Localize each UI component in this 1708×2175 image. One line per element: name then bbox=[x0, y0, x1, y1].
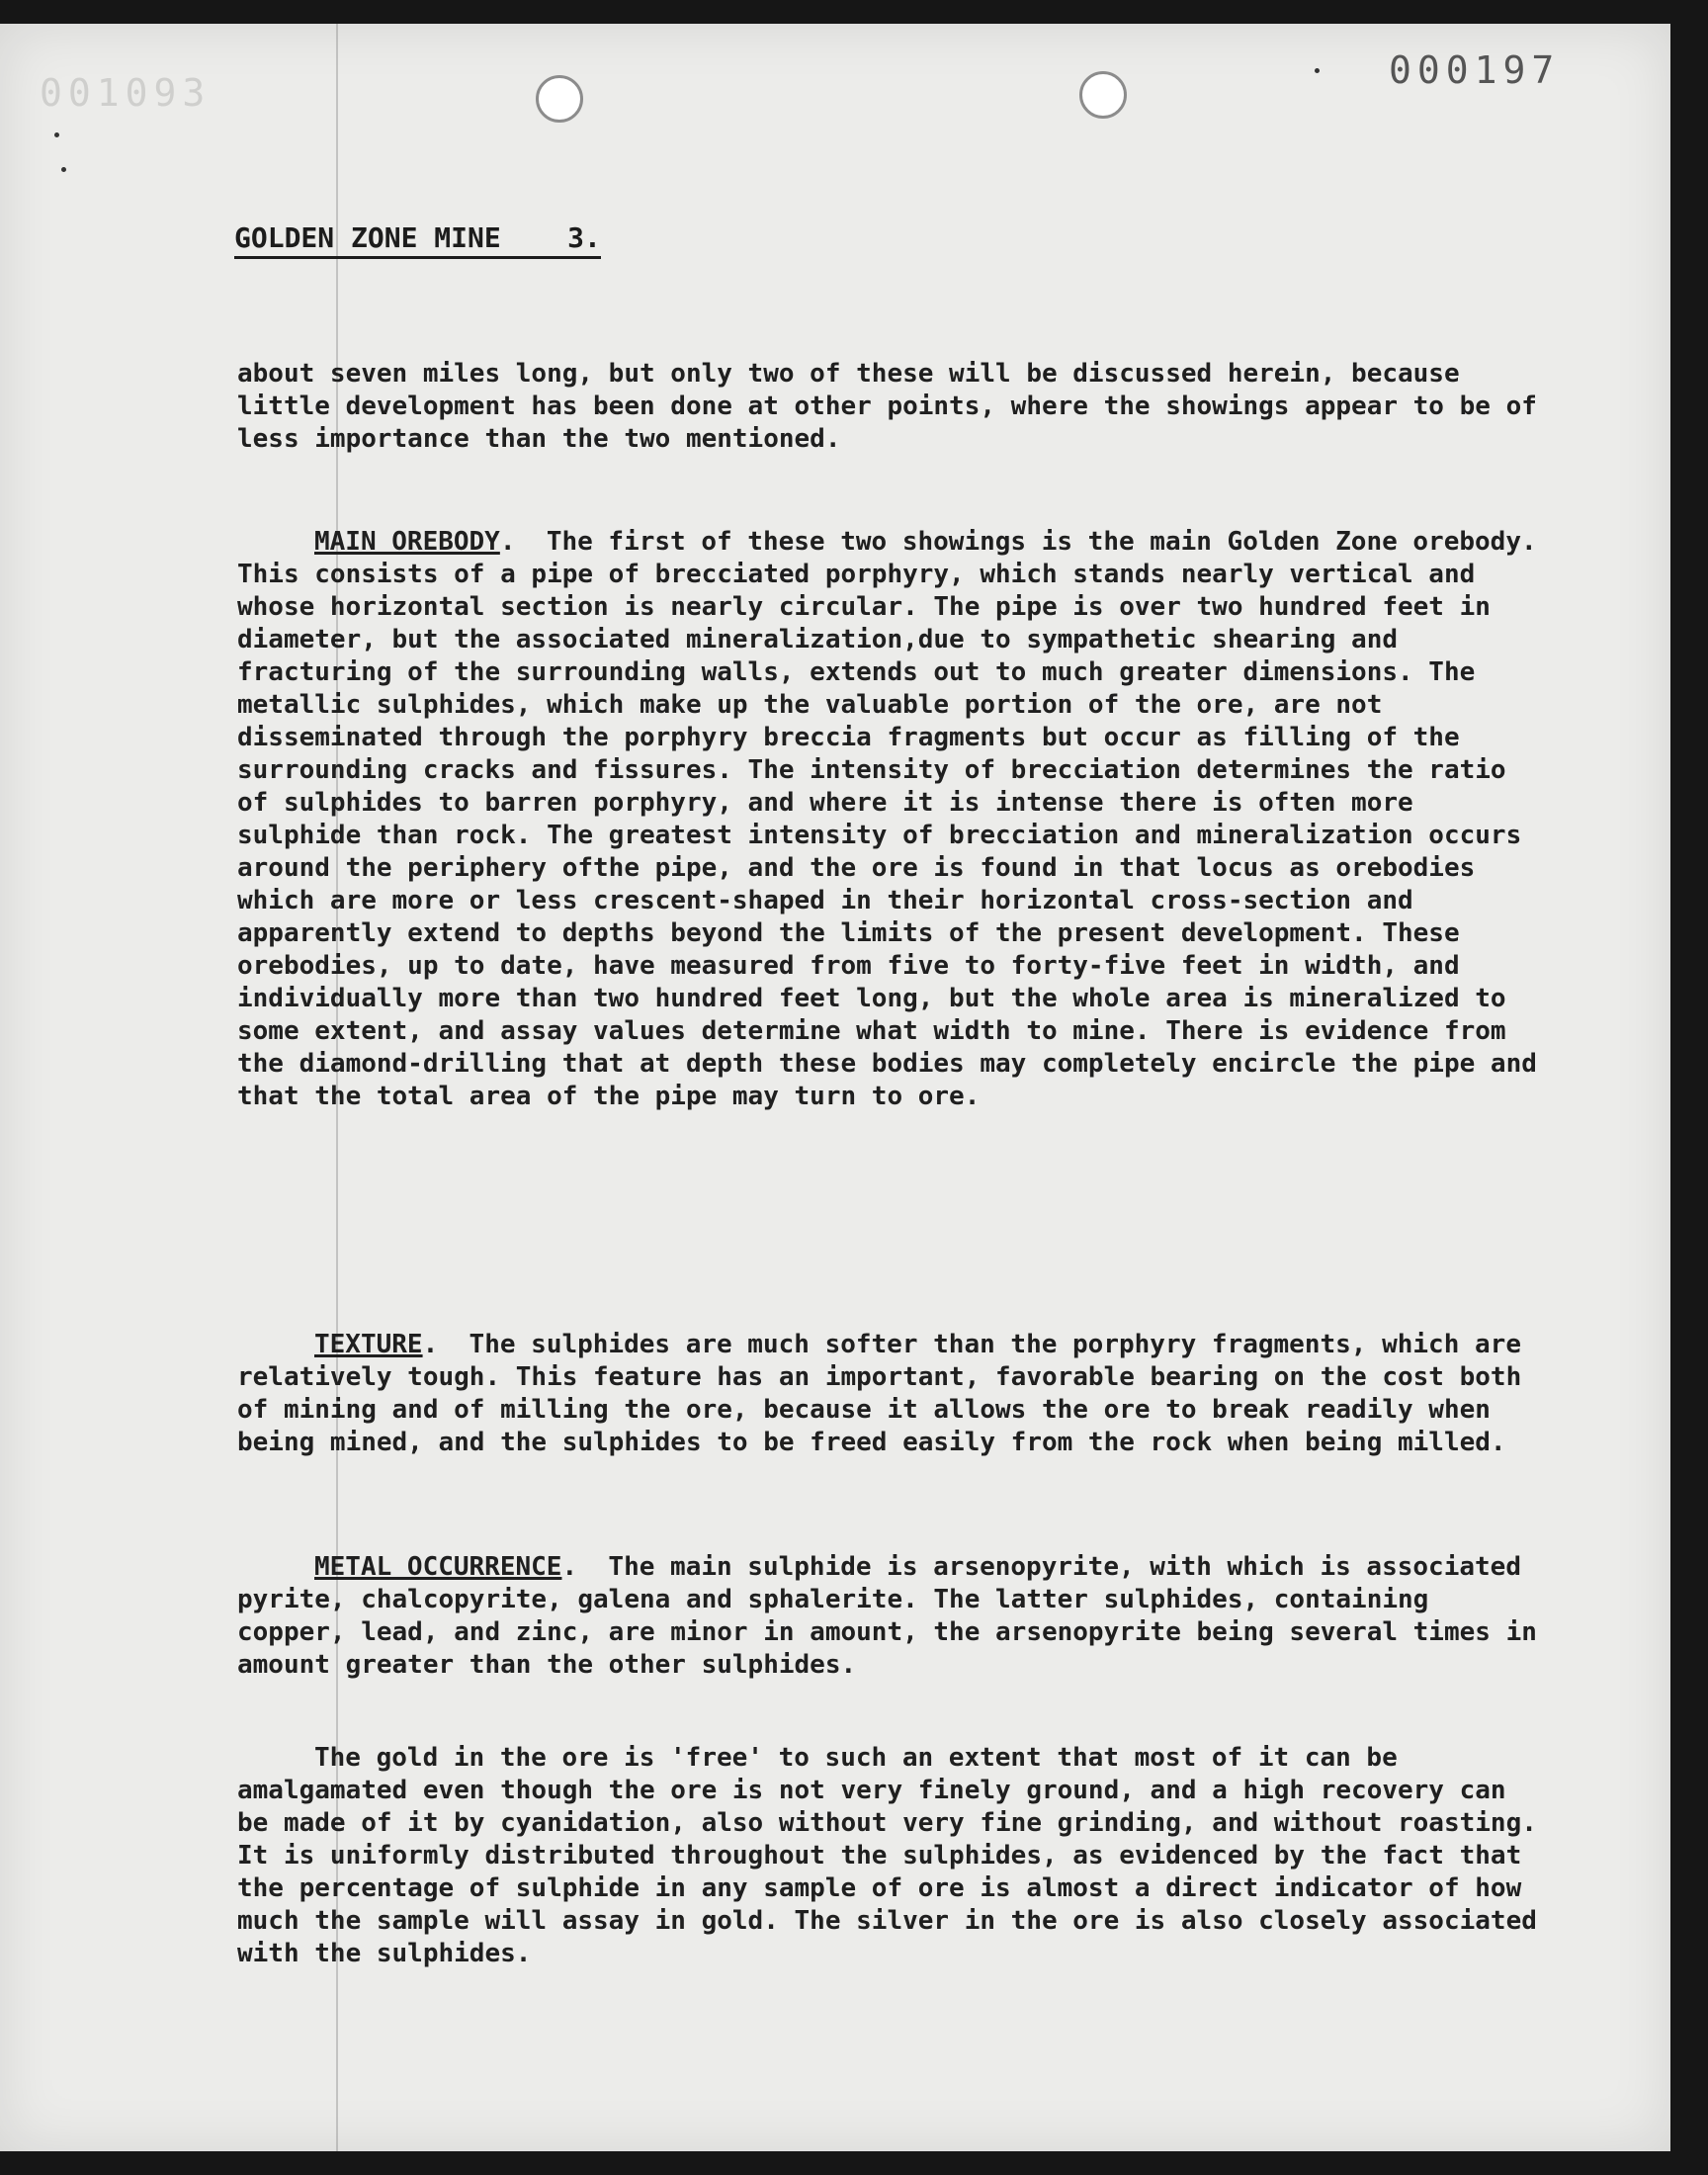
ghost-document-number: 001093 bbox=[40, 71, 212, 115]
texture-text: The sulphides are much softer than the porphyry fragments, which are relatively tough. This feature has an important, favorable bearing on the cost both of mining and of milling the ore, because it allows the ore to break readily when being mined, and the sulphides to be freed easily from the rock when being milled. bbox=[237, 1330, 1522, 1457]
main-orebody-heading-punct: . bbox=[499, 527, 516, 557]
intro-text: about seven miles long, but only two of these will be discussed herein, because little development has been done at other points, where the showings appear to be of less importance than the two mentioned. bbox=[237, 359, 1537, 454]
speck bbox=[1315, 68, 1320, 73]
page-heading bbox=[234, 221, 601, 259]
page-title: GOLDEN ZONE MINE bbox=[234, 221, 501, 254]
speck bbox=[54, 132, 59, 137]
punch-hole-left bbox=[536, 75, 583, 123]
speck bbox=[61, 167, 66, 172]
intro-paragraph bbox=[237, 358, 1542, 456]
gold-paragraph bbox=[237, 1742, 1542, 1970]
metal-occurrence-heading: METAL OCCURRENCE bbox=[314, 1552, 562, 1582]
gold-text: The gold in the ore is 'free' to such an extent that most of it can be amalgamated even though the ore is not very finely ground, and a high recovery can be made of it by cyanidation, also without very fine grinding, and without roasting. It is uniformly distributed throughout the sulphides, as evidenced by the fact that the percentage of sulphide in any sample of ore is almost a direct indicator of how much the sample will assay in gold. The silver in the ore is also closely associated with the sulphides. bbox=[237, 1743, 1537, 1968]
punch-hole-right bbox=[1079, 71, 1127, 119]
metal-occurrence-section bbox=[237, 1551, 1542, 1682]
document-number: 000197 bbox=[1389, 48, 1561, 92]
metal-occurrence-text: The main sulphide is arsenopyrite, with which is associated pyrite, chalcopyrite, galena and sphalerite. The latter sulphides, containing copper, lead, and zinc, are minor in amount, the arsenopyrite being several times in amount greater than the other sulphides. bbox=[237, 1552, 1537, 1680]
main-orebody-heading: MAIN OREBODY bbox=[314, 527, 500, 557]
metal-occurrence-heading-punct: . bbox=[561, 1552, 578, 1582]
main-orebody-text: The first of these two showings is the main Golden Zone orebody. This consists of a pipe of brecciated porphyry, which stands nearly vertical and whose horizontal section is nearly circular. The pipe is over two hundred feet in diameter, but the associated mineralization,due to sympathetic shearing and fracturing of the surrounding walls, extends out to much greater dimensions. The metallic sulphides, which make up the valuable portion of the ore, are not disseminated through the porphyry breccia fragments but occur as filling of the surrounding cracks and fissures. The intensity of brecciation determines the ratio of sulphides to barren porphyry, and where it is intense there is often more sulphide than rock. The greatest intensity of brecciation and mineralization occurs around the periphery ofthe pipe, and the ore is found in that locus as orebodies which are more or less crescent-shaped in their horizontal cross-section and apparently extend to depths beyond the limits of the present development. These orebodies, up to date, have measured from five to forty-five feet in width, and individually more than two hundred feet long, but the whole area is mineralized to some extent, and assay values determine what width to mine. There is evidence from the diamond-drilling that at depth these bodies may completely encircle the pipe and that the total area of the pipe may turn to ore. bbox=[237, 527, 1537, 1111]
main-orebody-section bbox=[237, 526, 1542, 1113]
texture-section bbox=[237, 1329, 1542, 1459]
page-number: 3. bbox=[567, 221, 601, 254]
texture-heading-punct: . bbox=[422, 1330, 439, 1359]
texture-heading: TEXTURE bbox=[314, 1330, 423, 1359]
document-page bbox=[0, 24, 1670, 2151]
